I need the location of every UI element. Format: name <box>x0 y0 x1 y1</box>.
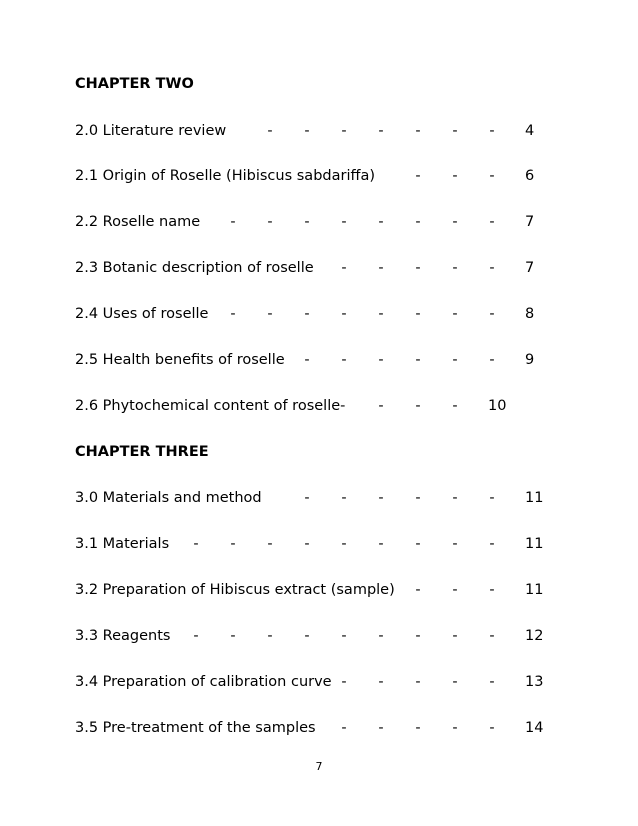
toc-entry-title: 2.1 Origin of Roselle (Hibiscus sabdariffa) <box>75 168 376 184</box>
toc-entry-page: 6 <box>525 168 535 184</box>
leader-dash: - <box>415 536 421 552</box>
leader-dash: - <box>452 536 458 552</box>
leader-dash: - <box>378 352 384 368</box>
leader-dash: - <box>415 306 421 322</box>
leader-dash: - <box>489 720 495 736</box>
leader-dash: - <box>415 582 421 598</box>
leader-dash: - <box>341 536 347 552</box>
leader-dash: - <box>452 352 458 368</box>
leader-dash: - <box>378 260 384 276</box>
toc-entry-page: 9 <box>525 352 535 368</box>
toc-entry-title: 3.3 Reagents <box>75 628 171 644</box>
leader-dash: - <box>452 674 458 690</box>
leader-dash: - <box>415 398 421 414</box>
leader-dash: - <box>489 536 495 552</box>
leader-dash: - <box>452 168 458 184</box>
leader-dash: - <box>415 260 421 276</box>
leader-dash: - <box>341 720 347 736</box>
toc-entry <box>75 535 595 553</box>
toc-entry-title: 2.6 Phytochemical content of roselle- <box>75 398 346 414</box>
leader-dash: - <box>267 306 273 322</box>
leader-dash: - <box>267 536 273 552</box>
leader-dash: - <box>489 628 495 644</box>
leader-dash: - <box>230 628 236 644</box>
leader-dash: - <box>415 352 421 368</box>
leader-dash: - <box>489 214 495 230</box>
toc-entry <box>75 397 595 415</box>
leader-dash: - <box>489 674 495 690</box>
toc-entry-page: 4 <box>525 123 535 139</box>
leader-dash: - <box>489 168 495 184</box>
leader-dash: - <box>304 536 310 552</box>
leader-dash: - <box>267 214 273 230</box>
leader-dash: - <box>341 490 347 506</box>
toc-entry <box>75 581 595 599</box>
leader-dash: - <box>452 214 458 230</box>
leader-dash: - <box>452 628 458 644</box>
leader-dash: - <box>378 490 384 506</box>
leader-dash: - <box>230 536 236 552</box>
toc-entry-title: 3.1 Materials <box>75 536 170 552</box>
toc-entry-page: 7 <box>525 260 535 276</box>
leader-dash: - <box>378 628 384 644</box>
toc-entry-title: 3.4 Preparation of calibration curve <box>75 674 332 690</box>
leader-dash: - <box>378 720 384 736</box>
leader-dash: - <box>304 123 310 139</box>
leader-dash: - <box>267 628 273 644</box>
leader-dash: - <box>304 306 310 322</box>
leader-dash: - <box>193 536 199 552</box>
leader-dash: - <box>304 214 310 230</box>
leader-dash: - <box>415 674 421 690</box>
toc-entry-page: 10 <box>488 398 507 414</box>
leader-dash: - <box>378 398 384 414</box>
leader-dash: - <box>341 628 347 644</box>
leader-dash: - <box>452 306 458 322</box>
leader-dash: - <box>415 490 421 506</box>
toc-entry <box>75 213 595 231</box>
toc-entry-title: 2.2 Roselle name <box>75 214 201 230</box>
leader-dash: - <box>489 582 495 598</box>
toc-entry <box>75 719 595 737</box>
toc-entry-page: 7 <box>525 214 535 230</box>
leader-dash: - <box>452 260 458 276</box>
leader-dash: - <box>341 214 347 230</box>
toc-entry-title: 2.3 Botanic description of roselle <box>75 260 314 276</box>
leader-dash: - <box>378 214 384 230</box>
toc-entry-page: 13 <box>525 674 544 690</box>
leader-dash: - <box>415 214 421 230</box>
toc-entry-title: 3.2 Preparation of Hibiscus extract (sample) <box>75 582 395 598</box>
toc-entry <box>75 489 595 507</box>
leader-dash: - <box>341 674 347 690</box>
leader-dash: - <box>267 123 273 139</box>
leader-dash: - <box>230 306 236 322</box>
leader-dash: - <box>378 306 384 322</box>
leader-dash: - <box>489 306 495 322</box>
toc-entry-page: 11 <box>525 582 544 598</box>
leader-dash: - <box>304 490 310 506</box>
leader-dash: - <box>489 123 495 139</box>
leader-dash: - <box>415 123 421 139</box>
leader-dash: - <box>378 674 384 690</box>
leader-dash: - <box>230 214 236 230</box>
toc-entry-page: 14 <box>525 720 544 736</box>
toc-entry <box>75 673 595 691</box>
leader-dash: - <box>378 536 384 552</box>
chapter-three-heading: CHAPTER THREE <box>75 444 209 460</box>
toc-entry <box>75 167 595 185</box>
toc-entry <box>75 259 595 277</box>
leader-dash: - <box>378 123 384 139</box>
leader-dash: - <box>452 490 458 506</box>
toc-entry-page: 12 <box>525 628 544 644</box>
toc-entry <box>75 122 595 140</box>
leader-dash: - <box>489 260 495 276</box>
leader-dash: - <box>341 352 347 368</box>
leader-dash: - <box>193 628 199 644</box>
leader-dash: - <box>341 306 347 322</box>
leader-dash: - <box>415 720 421 736</box>
toc-entry-title: 3.5 Pre-treatment of the samples <box>75 720 316 736</box>
toc-entry-title: 2.0 Literature review <box>75 123 227 139</box>
leader-dash: - <box>341 123 347 139</box>
toc-entry <box>75 305 595 323</box>
toc-entry-title: 2.4 Uses of roselle <box>75 306 209 322</box>
toc-entry-page: 11 <box>525 490 544 506</box>
chapter-two-heading: CHAPTER TWO <box>75 76 194 92</box>
leader-dash: - <box>415 628 421 644</box>
leader-dash: - <box>415 168 421 184</box>
leader-dash: - <box>452 720 458 736</box>
toc-entry-page: 8 <box>525 306 535 322</box>
leader-dash: - <box>489 352 495 368</box>
toc-entry <box>75 351 595 369</box>
leader-dash: - <box>489 490 495 506</box>
leader-dash: - <box>452 398 458 414</box>
toc-entry-title: 3.0 Materials and method <box>75 490 262 506</box>
toc-entry-title: 2.5 Health benefits of roselle <box>75 352 285 368</box>
leader-dash: - <box>452 582 458 598</box>
toc-entry <box>75 627 595 645</box>
leader-dash: - <box>304 352 310 368</box>
leader-dash: - <box>452 123 458 139</box>
leader-dash: - <box>341 260 347 276</box>
toc-entry-page: 11 <box>525 536 544 552</box>
page-number: 7 <box>315 760 323 773</box>
leader-dash: - <box>304 628 310 644</box>
